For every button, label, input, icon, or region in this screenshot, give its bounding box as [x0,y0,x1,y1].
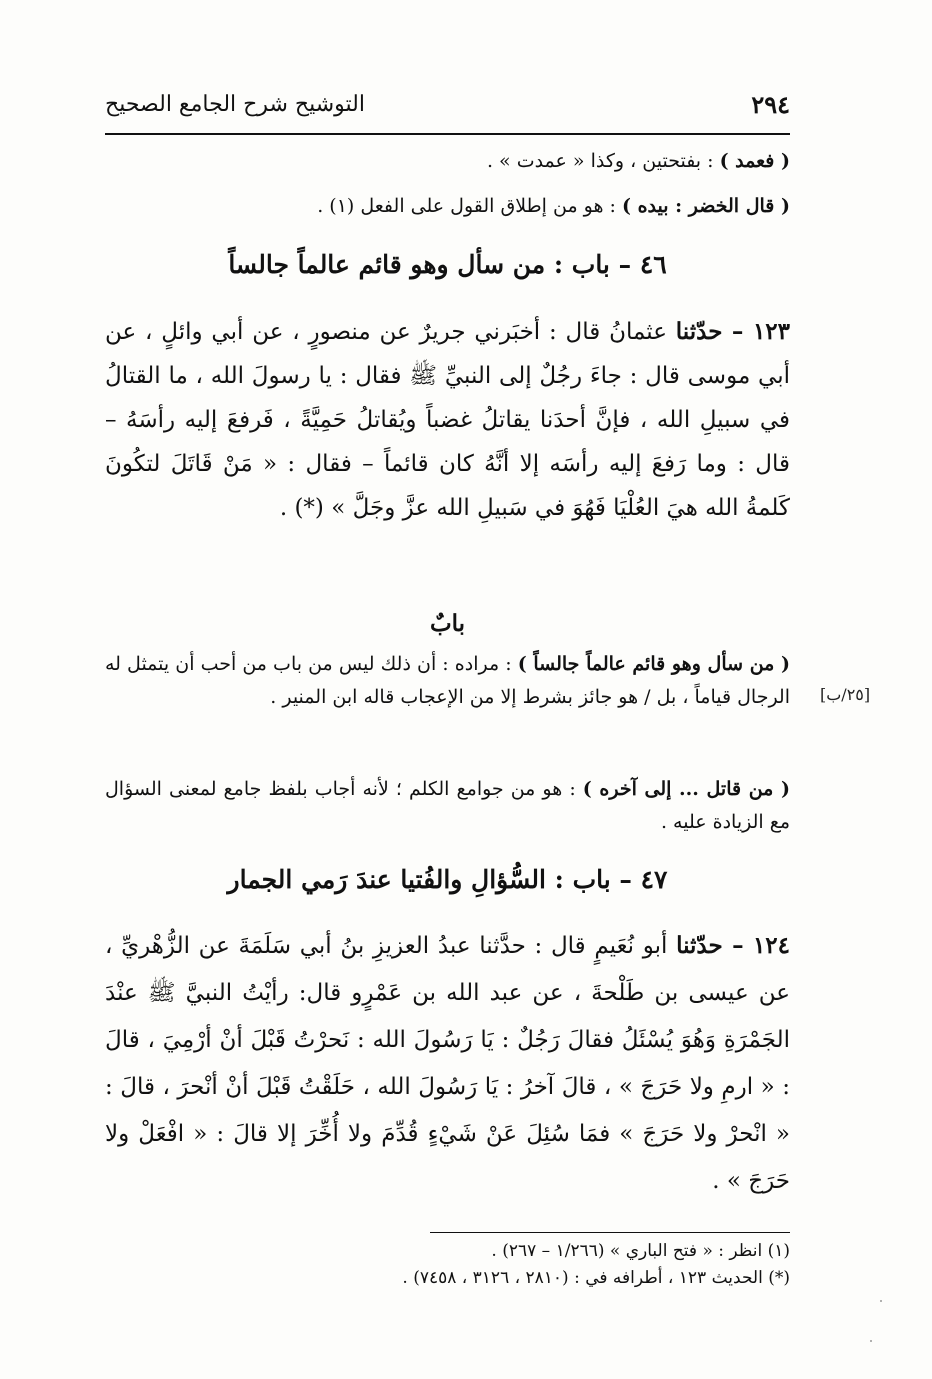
chapter-47-heading: ٤٧ – باب : السُّؤالِ والفُتيا عندَ رَمي الجمار [227,865,668,894]
commentary-block-sa2al [105,648,871,748]
commentary-khidr [105,190,790,223]
commentary-sa2al [105,648,790,714]
scan-speck [880,1300,882,1302]
hadith-text: أبو نُعَيمٍ قال : حدَّثنا عبدُ العزيزِ بنُ أبي سَلَمَةَ عن الزُّهْريِّ ، عن عيسى بن طَلْحةَ ، عن عبد الله بن عَمْرٍو قال: رأيْتُ النبيَّ ﷺ عنْدَ الجَمْرَةِ وَهُوَ يُسْئَلُ فقالَ رَجُلٌ : يَا رَسُولَ الله : نَحرْتُ قَبْلَ أنْ أرْمِيَ ، قالَ : « ارمِ ولا حَرَجَ » ، قالَ آخرُ : يَا رَسُولَ الله ، حَلَقْتُ قَبْلَ أنْ أنْحرَ ، قالَ : « انْحرْ ولا حَرَجَ » فمَا سُئِلَ عَنْ شَيْءٍ قُدِّمَ ولا أُخِّرَ إلا قالَ : « افْعَلْ ولا حَرَجَ » . [105,933,790,1194]
hadith-number: ١٢٣ – حدّثنا [675,318,790,345]
bab-heading: بابٌ [429,610,466,637]
header-rule [105,133,790,135]
commentary-text: : هو من إطلاق القول على الفعل (١) . [317,195,622,217]
running-header [105,90,790,126]
chapter-46-heading: ٤٦ – باب : من سأل وهو قائم عالماً جالساً [228,250,667,279]
margin-folio-note: [٢٥/ب] [820,685,871,704]
page-number: ٢٩٤ [751,90,790,119]
lemma: ( فعمد ) [719,150,790,172]
commentary-qatal [105,773,790,839]
lemma: ( من قاتل ... إلى آخره ) [582,778,790,800]
commentary-fa3amad [105,145,790,178]
hadith-123 [105,310,790,530]
hadith-number: ١٢٤ – حدّثنا [676,932,790,959]
commentary-text: : بفتحتين ، وكذا « عمدت » . [486,150,720,172]
book-page [105,70,871,1350]
footnote-rule [430,1232,790,1233]
lemma: ( قال الخضر : بيده ) [622,195,790,217]
commentary-text: : مراده : أن ذلك ليس من باب من أحب أن يتمثل له الرجال قياماً ، بل / هو جائز بشرط إلا من الإعجاب قاله ابن المنير . [105,653,790,708]
running-title: التوشيح شرح الجامع الصحيح [105,92,365,117]
scan-speck [870,1340,872,1342]
commentary-text: : هو من جوامع الكلم ؛ لأنه أجاب بلفظ جامع لمعنى السؤال مع الزيادة عليه . [105,778,790,833]
footnotes [105,1238,790,1292]
footnote-1: (١) انظر : « فتح الباري » (١/٢٦٦ – ٢٦٧) . [491,1241,790,1261]
hadith-124 [105,922,790,1205]
footnote-star: (*) الحديث ١٢٣ ، أطرافه في : (٢٨١٠ ، ٣١٢٦ ، ٧٤٥٨) . [402,1268,790,1288]
lemma: ( من سأل وهو قائم عالماً جالساً ) [517,653,790,675]
hadith-text: عثمانُ قال : أخبَرني جريرٌ عن منصورٍ ، عن أبي وائلٍ ، عن أبي موسى قال : جاءَ رجُلٌ إلى النبيِّ ﷺ فقال : يا رسولَ الله ، ما القتالُ في سبيلِ الله ، فإنَّ أحدَنا يقاتلُ غضباً ويُقاتلُ حَمِيَّةً ، فَرفعَ إليه رأسَهُ – قال : وما رَفعَ إليه رأسَه إلا أنَّهُ كان قائماً – فقال : « مَنْ قَاتَلَ لتكُونَ كَلمةُ الله هيَ العُلْيَا فَهُوَ في سَبيلِ الله عزَّ وجَلَّ » (*) . [105,319,790,521]
